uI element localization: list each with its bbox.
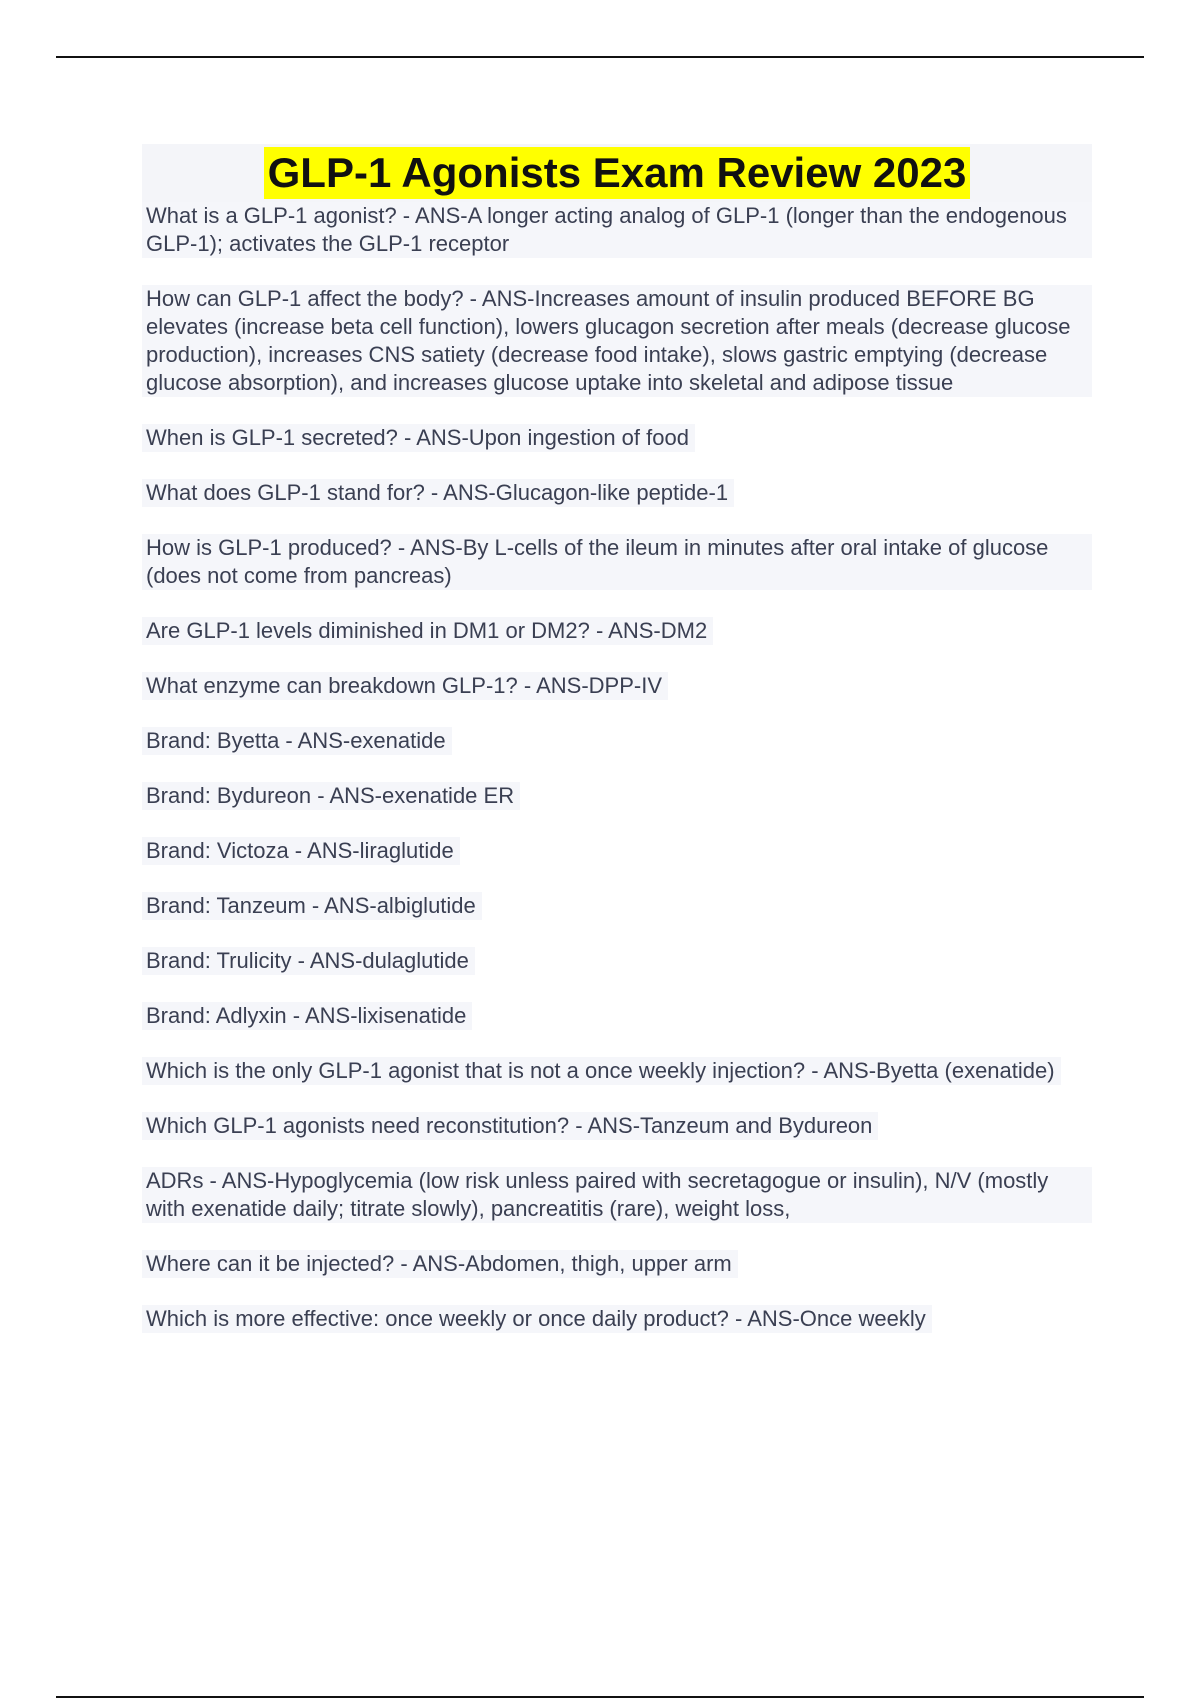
qa-item: Brand: Victoza - ANS-liraglutide bbox=[142, 837, 460, 865]
qa-item: Brand: Byetta - ANS-exenatide bbox=[142, 727, 452, 755]
title-band bbox=[142, 144, 1092, 202]
qa-item: Where can it be injected? - ANS-Abdomen, thigh, upper arm bbox=[142, 1250, 738, 1278]
bottom-rule bbox=[56, 1696, 1144, 1698]
qa-item: Brand: Trulicity - ANS-dulaglutide bbox=[142, 947, 475, 975]
qa-item: Which GLP-1 agonists need reconstitution? - ANS-Tanzeum and Bydureon bbox=[142, 1112, 878, 1140]
qa-item: How can GLP-1 affect the body? - ANS-Increases amount of insulin produced BEFORE BG elevates (increase beta cell function), lowers glucagon secretion after meals (decrease glucose production), increases CNS satiety (decrease food intake), slows gastric emptying (decrease glucose absorption), and increases glucose uptake into skeletal and adipose tissue bbox=[142, 285, 1092, 397]
qa-item: When is GLP-1 secreted? - ANS-Upon ingestion of food bbox=[142, 424, 695, 452]
qa-item: What is a GLP-1 agonist? - ANS-A longer acting analog of GLP-1 (longer than the endogenous GLP-1); activates the GLP-1 receptor bbox=[142, 202, 1092, 258]
qa-item: What does GLP-1 stand for? - ANS-Glucagon-like peptide-1 bbox=[142, 479, 734, 507]
qa-item: Brand: Tanzeum - ANS-albiglutide bbox=[142, 892, 482, 920]
document-body bbox=[142, 144, 1092, 1360]
top-rule bbox=[56, 56, 1144, 58]
qa-item: How is GLP-1 produced? - ANS-By L-cells of the ileum in minutes after oral intake of glucose (does not come from pancreas) bbox=[142, 534, 1092, 590]
qa-item: Are GLP-1 levels diminished in DM1 or DM2? - ANS-DM2 bbox=[142, 617, 713, 645]
qa-item: Brand: Adlyxin - ANS-lixisenatide bbox=[142, 1002, 472, 1030]
qa-item: Brand: Bydureon - ANS-exenatide ER bbox=[142, 782, 520, 810]
qa-item: Which is more effective: once weekly or once daily product? - ANS-Once weekly bbox=[142, 1305, 932, 1333]
qa-item: ADRs - ANS-Hypoglycemia (low risk unless paired with secretagogue or insulin), N/V (mostly with exenatide daily; titrate slowly), pancreatitis (rare), weight loss, bbox=[142, 1167, 1092, 1223]
qa-list bbox=[142, 202, 1092, 1333]
page-title: GLP-1 Agonists Exam Review 2023 bbox=[264, 147, 971, 199]
qa-item: What enzyme can breakdown GLP-1? - ANS-DPP-IV bbox=[142, 672, 668, 700]
qa-item: Which is the only GLP-1 agonist that is not a once weekly injection? - ANS-Byetta (exenatide) bbox=[142, 1057, 1061, 1085]
